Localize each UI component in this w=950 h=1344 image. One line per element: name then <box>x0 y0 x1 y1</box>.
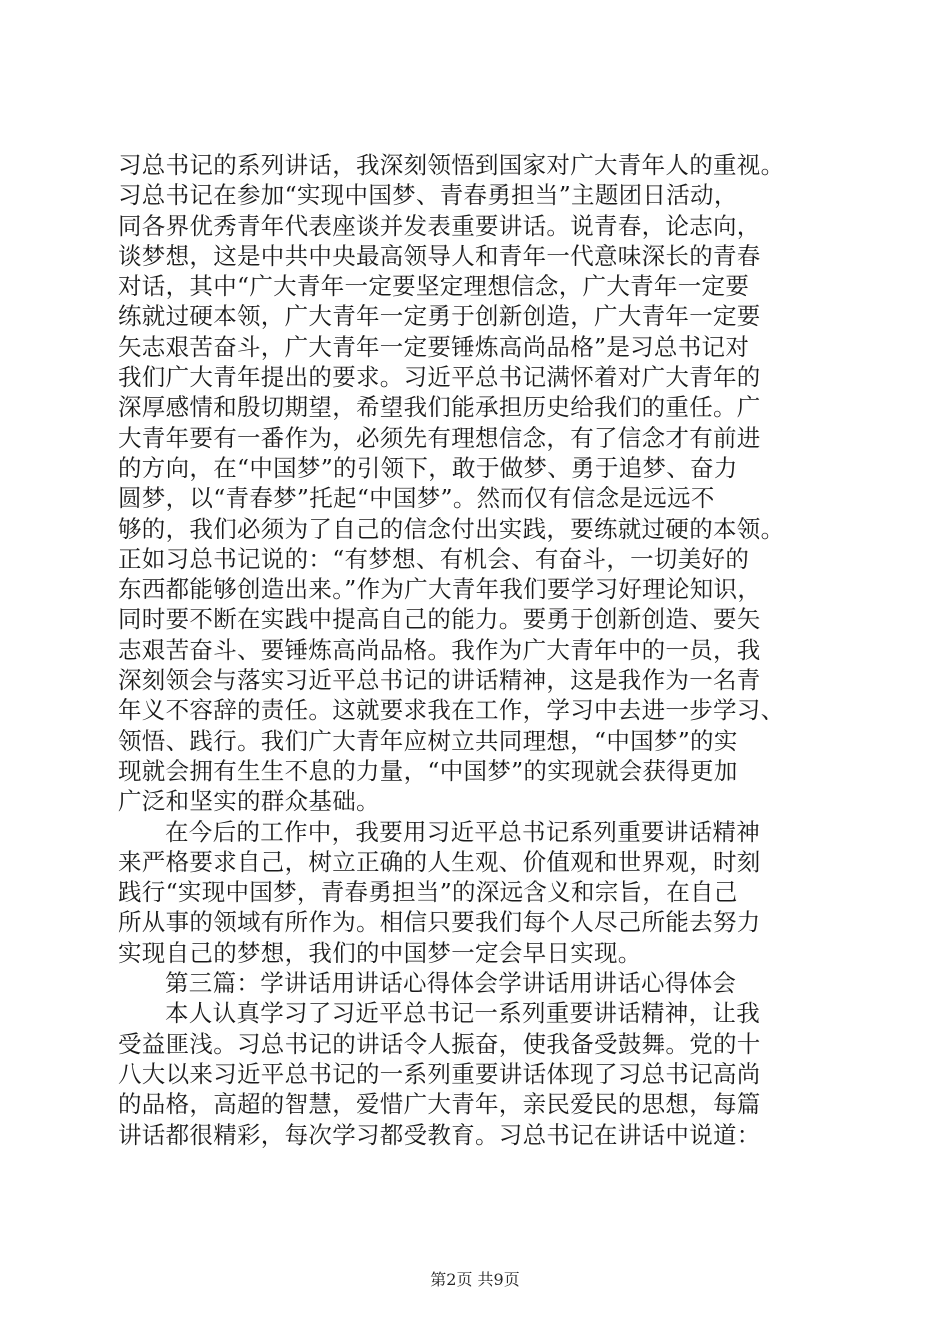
text-line: 的品格，高超的智慧，爱惜广大青年，亲民爱民的思想，每篇 <box>118 1090 761 1119</box>
text-line: 本人认真学习了习近平总书记一系列重要讲话精神，让我 <box>165 999 760 1028</box>
text-line: 广泛和坚实的群众基础。 <box>118 787 380 816</box>
text-line: 年义不容辞的责任。这就要求我在工作，学习中去进一步学习、 <box>118 696 785 725</box>
text-line: 在今后的工作中，我要用习近平总书记系列重要讲话精神 <box>165 817 760 846</box>
text-line: 大青年要有一番作为，必须先有理想信念，有了信念才有前进 <box>118 423 761 452</box>
text-line: 八大以来习近平总书记的一系列重要讲话体现了习总书记高尚 <box>118 1059 761 1088</box>
text-line: 来严格要求自己，树立正确的人生观、价值观和世界观，时刻 <box>118 847 761 876</box>
text-line: 实现自己的梦想，我们的中国梦一定会早日实现。 <box>118 938 642 967</box>
document-body <box>118 150 838 1150</box>
page-footer <box>0 1270 950 1290</box>
text-line: 领悟、践行。我们广大青年应树立共同理想，“中国梦”的实 <box>118 726 738 755</box>
text-line: 练就过硬本领，广大青年一定勇于创新创造，广大青年一定要 <box>118 302 761 331</box>
text-line: 同各界优秀青年代表座谈并发表重要讲话。说青春，论志向， <box>118 211 761 240</box>
text-line: 圆梦，以“青春梦”托起“中国梦”。然而仅有信念是远远不 <box>118 484 715 513</box>
text-line: 谈梦想，这是中共中央最高领导人和青年一代意味深长的青春 <box>118 241 761 270</box>
text-line: 同时要不断在实践中提高自己的能力。要勇于创新创造、要矢 <box>118 605 761 634</box>
text-line: 习总书记在参加“实现中国梦、青春勇担当”主题团日活动， <box>118 181 738 210</box>
text-line: 矢志艰苦奋斗，广大青年一定要锤炼高尚品格”是习总书记对 <box>118 332 750 361</box>
text-line: 第三篇：学讲话用讲话心得体会学讲话用讲话心得体会 <box>165 969 737 998</box>
text-line: 东西都能够创造出来。”作为广大青年我们要学习好理论知识， <box>118 575 762 604</box>
text-line: 正如习总书记说的：“有梦想、有机会、有奋斗，一切美好的 <box>118 544 750 573</box>
text-line: 现就会拥有生生不息的力量，“中国梦”的实现就会获得更加 <box>118 756 738 785</box>
text-line: 的方向，在“中国梦”的引领下，敢于做梦、勇于追梦、奋力 <box>118 453 738 482</box>
text-line: 我们广大青年提出的要求。习近平总书记满怀着对广大青年的 <box>118 363 761 392</box>
text-line: 践行“实现中国梦，青春勇担当”的深远含义和宗旨，在自己 <box>118 878 738 907</box>
text-line: 所从事的领域有所作为。相信只要我们每个人尽己所能去努力 <box>118 908 761 937</box>
text-line: 深厚感情和殷切期望，希望我们能承担历史给我们的重任。广 <box>118 393 761 422</box>
text-line: 习总书记的系列讲话，我深刻领悟到国家对广大青年人的重视。 <box>118 151 785 179</box>
text-line: 志艰苦奋斗、要锤炼高尚品格。我作为广大青年中的一员，我 <box>118 635 761 664</box>
page-number: 第2页 共9页 <box>430 1270 520 1289</box>
text-line: 讲话都很精彩，每次学习都受教育。习总书记在讲话中说道： <box>118 1120 761 1149</box>
text-line: 深刻领会与落实习近平总书记的讲话精神，这是我作为一名青 <box>118 666 761 695</box>
text-line: 够的，我们必须为了自己的信念付出实践，要练就过硬的本领。 <box>118 514 785 543</box>
text-line: 对话，其中“广大青年一定要坚定理想信念，广大青年一定要 <box>118 272 750 301</box>
text-line: 受益匪浅。习总书记的讲话令人振奋，使我备受鼓舞。党的十 <box>118 1029 761 1058</box>
